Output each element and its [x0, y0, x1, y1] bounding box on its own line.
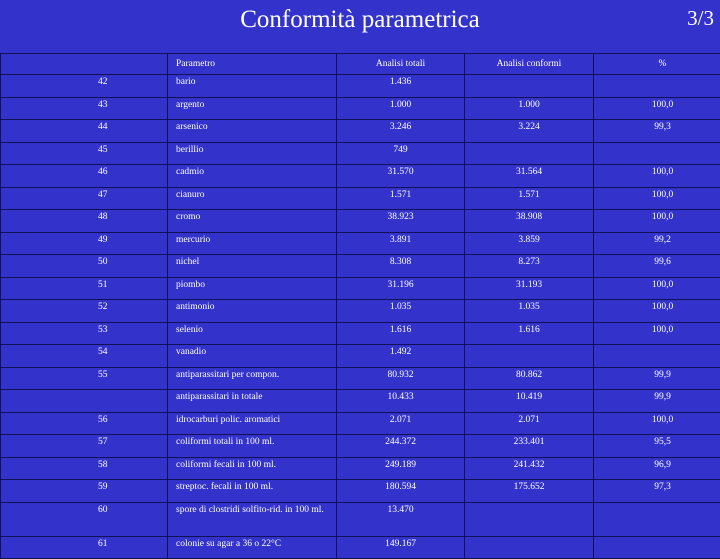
row-analisi-totali: 13.470 [337, 502, 465, 536]
row-number: 46 [1, 165, 168, 188]
table-row [1, 75, 720, 98]
table-row [1, 120, 720, 143]
table-row [1, 165, 720, 188]
column-header-number [1, 54, 168, 75]
column-header-analisi-totali: Analisi totali [337, 54, 465, 75]
row-percent: 100,0 [594, 187, 720, 210]
column-header-parametro: Parametro [168, 54, 337, 75]
row-number: 42 [1, 75, 168, 98]
table-row [1, 390, 720, 413]
row-number: 43 [1, 97, 168, 120]
row-number: 57 [1, 435, 168, 458]
row-analisi-totali: 3.891 [337, 232, 465, 255]
row-parametro: cianuro [168, 187, 337, 210]
row-analisi-conformi [465, 75, 594, 98]
table-row [1, 345, 720, 368]
row-analisi-totali: 31.570 [337, 165, 465, 188]
row-parametro: bario [168, 75, 337, 98]
row-analisi-conformi: 31.564 [465, 165, 594, 188]
row-parametro: coliformi fecali in 100 ml. [168, 457, 337, 480]
row-parametro: coliformi totali in 100 ml. [168, 435, 337, 458]
row-number [1, 390, 168, 413]
table-row [1, 480, 720, 503]
row-analisi-totali: 1.492 [337, 345, 465, 368]
row-percent: 99,6 [594, 255, 720, 278]
row-number: 44 [1, 120, 168, 143]
table-row [1, 277, 720, 300]
table-row [1, 435, 720, 458]
row-parametro: antiparassitari per compon. [168, 367, 337, 390]
row-analisi-totali: 80.932 [337, 367, 465, 390]
row-analisi-totali: 1.616 [337, 322, 465, 345]
row-analisi-conformi [465, 345, 594, 368]
row-percent: 99,9 [594, 390, 720, 413]
row-percent: 100,0 [594, 277, 720, 300]
column-header-percent: % [594, 54, 720, 75]
row-parametro: cromo [168, 210, 337, 233]
row-analisi-conformi: 175.652 [465, 480, 594, 503]
row-percent: 95,5 [594, 435, 720, 458]
row-parametro: nichel [168, 255, 337, 278]
row-number: 47 [1, 187, 168, 210]
table-row [1, 97, 720, 120]
row-number: 54 [1, 345, 168, 368]
row-number: 59 [1, 480, 168, 503]
row-percent [594, 75, 720, 98]
table-row [1, 232, 720, 255]
row-analisi-totali: 180.594 [337, 480, 465, 503]
row-analisi-conformi: 2.071 [465, 412, 594, 435]
table-row [1, 502, 720, 536]
row-parametro: antimonio [168, 300, 337, 323]
row-parametro: cadmio [168, 165, 337, 188]
row-analisi-totali: 2.071 [337, 412, 465, 435]
row-analisi-totali: 31.196 [337, 277, 465, 300]
row-number: 61 [1, 536, 168, 559]
row-parametro: vanadio [168, 345, 337, 368]
table-row [1, 536, 720, 559]
row-analisi-totali: 149.167 [337, 536, 465, 559]
row-analisi-conformi: 31.193 [465, 277, 594, 300]
row-analisi-totali: 1.436 [337, 75, 465, 98]
row-analisi-totali: 3.246 [337, 120, 465, 143]
table-row [1, 255, 720, 278]
row-analisi-conformi: 10.419 [465, 390, 594, 413]
table-row [1, 457, 720, 480]
row-analisi-conformi [465, 142, 594, 165]
table-row [1, 367, 720, 390]
row-number: 52 [1, 300, 168, 323]
row-analisi-conformi [465, 536, 594, 559]
row-percent: 100,0 [594, 210, 720, 233]
row-percent: 99,2 [594, 232, 720, 255]
row-number: 58 [1, 457, 168, 480]
row-parametro: mercurio [168, 232, 337, 255]
row-analisi-conformi: 1.616 [465, 322, 594, 345]
row-analisi-totali: 1.571 [337, 187, 465, 210]
conformity-table [0, 53, 720, 559]
table-header-row [1, 54, 720, 75]
table-body [1, 75, 720, 559]
row-analisi-totali: 1.035 [337, 300, 465, 323]
row-analisi-conformi: 233.401 [465, 435, 594, 458]
row-percent [594, 345, 720, 368]
row-analisi-conformi [465, 502, 594, 536]
row-percent: 97,3 [594, 480, 720, 503]
row-analisi-conformi: 3.859 [465, 232, 594, 255]
row-analisi-conformi: 8.273 [465, 255, 594, 278]
page-title: Conformità parametrica [0, 6, 720, 34]
table-row [1, 210, 720, 233]
row-percent: 99,3 [594, 120, 720, 143]
table-row [1, 300, 720, 323]
row-analisi-conformi: 38.908 [465, 210, 594, 233]
row-analisi-totali: 249.189 [337, 457, 465, 480]
row-parametro: berillio [168, 142, 337, 165]
row-percent: 100,0 [594, 97, 720, 120]
row-analisi-conformi: 1.000 [465, 97, 594, 120]
row-percent: 100,0 [594, 412, 720, 435]
row-percent [594, 142, 720, 165]
row-parametro: colonie su agar a 36 o 22°C [168, 536, 337, 559]
row-analisi-totali: 749 [337, 142, 465, 165]
row-analisi-conformi: 1.035 [465, 300, 594, 323]
table-row [1, 187, 720, 210]
row-parametro: piombo [168, 277, 337, 300]
row-analisi-totali: 8.308 [337, 255, 465, 278]
row-number: 49 [1, 232, 168, 255]
row-number: 55 [1, 367, 168, 390]
row-analisi-totali: 1.000 [337, 97, 465, 120]
table-row [1, 142, 720, 165]
row-number: 56 [1, 412, 168, 435]
row-number: 45 [1, 142, 168, 165]
row-number: 50 [1, 255, 168, 278]
row-analisi-conformi: 3.224 [465, 120, 594, 143]
row-parametro: antiparassitari in totale [168, 390, 337, 413]
row-parametro: argento [168, 97, 337, 120]
row-percent: 99,9 [594, 367, 720, 390]
row-analisi-totali: 10.433 [337, 390, 465, 413]
row-analisi-totali: 244.372 [337, 435, 465, 458]
row-percent: 100,0 [594, 165, 720, 188]
page-number: 3/3 [687, 6, 714, 31]
table-row [1, 412, 720, 435]
row-percent [594, 536, 720, 559]
row-number: 60 [1, 502, 168, 536]
row-analisi-conformi: 241.432 [465, 457, 594, 480]
row-percent: 100,0 [594, 300, 720, 323]
row-number: 51 [1, 277, 168, 300]
row-number: 53 [1, 322, 168, 345]
row-parametro: arsenico [168, 120, 337, 143]
row-number: 48 [1, 210, 168, 233]
table-row [1, 322, 720, 345]
row-parametro: streptoc. fecali in 100 ml. [168, 480, 337, 503]
row-parametro: idrocarburi polic. aromatici [168, 412, 337, 435]
row-percent [594, 502, 720, 536]
row-percent: 100,0 [594, 322, 720, 345]
row-analisi-totali: 38.923 [337, 210, 465, 233]
row-parametro: spore di clostridi solfito-rid. in 100 ml. [168, 502, 337, 536]
row-percent: 96,9 [594, 457, 720, 480]
row-analisi-conformi: 1.571 [465, 187, 594, 210]
column-header-analisi-conformi: Analisi conformi [465, 54, 594, 75]
row-analisi-conformi: 80.862 [465, 367, 594, 390]
row-parametro: selenio [168, 322, 337, 345]
